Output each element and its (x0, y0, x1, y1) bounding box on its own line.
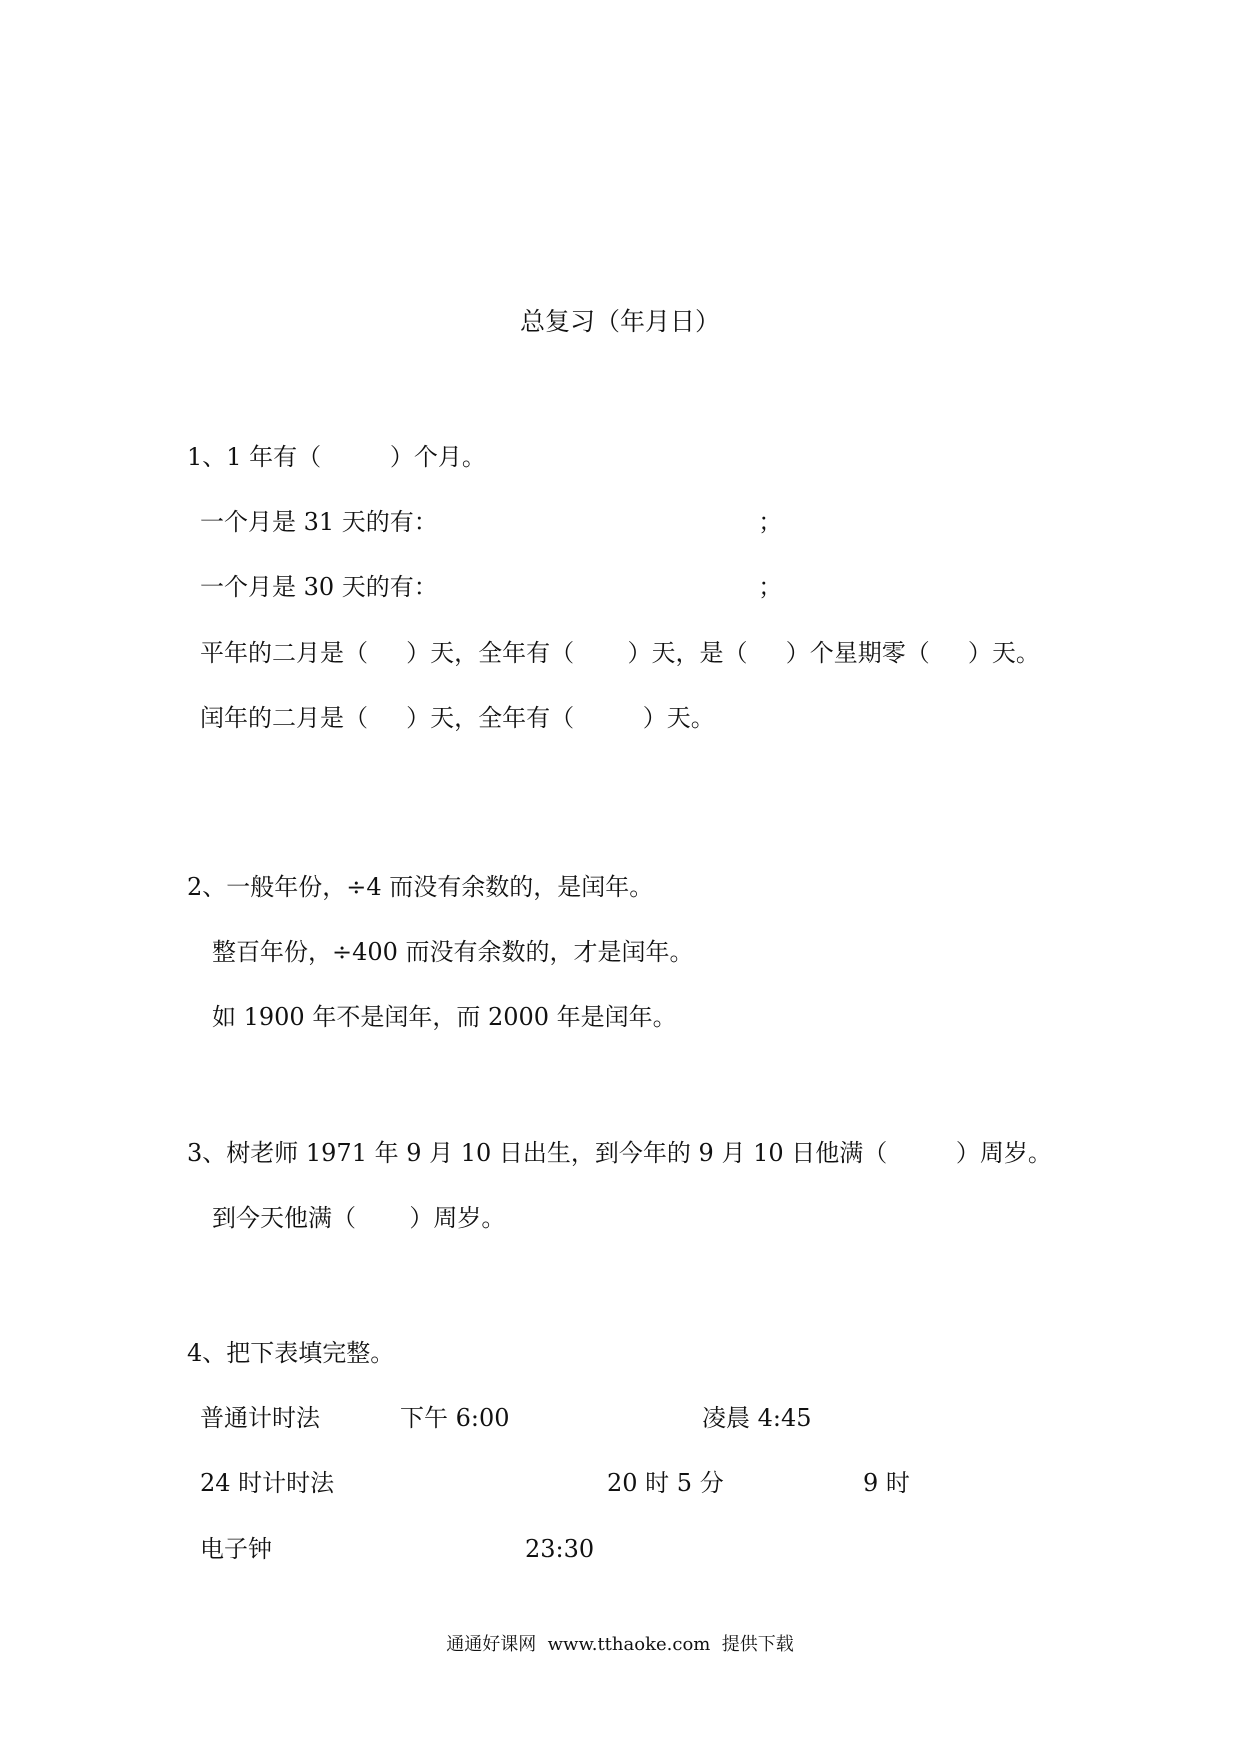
page-title: 总复习（年月日） (519, 307, 720, 336)
table-row-2-cell-2: 9 时 (863, 1469, 910, 1497)
q2-line-3: 如 1900 年不是闰年，而 2000 年是闰年。 (212, 1003, 677, 1031)
q1-line-5: 闰年的二月是（ ）天，全年有（ ）天。 (200, 704, 715, 732)
table-row-2-cell-1: 20 时 5 分 (607, 1469, 724, 1497)
footer-source: 通通好课网 www.tthaoke.com 提供下载 (446, 1634, 794, 1655)
q4-line-1: 4、把下表填完整。 (187, 1339, 395, 1367)
table-row-1-cell-2: 凌晨 4:45 (702, 1404, 812, 1432)
q2-line-1: 2、一般年份，÷4 而没有余数的，是闰年。 (187, 873, 654, 901)
table-row-1-label: 普通计时法 (200, 1404, 320, 1432)
q1-line-3: 一个月是 30 天的有： ； (200, 573, 783, 601)
q1-line-2: 一个月是 31 天的有： ； (200, 508, 783, 536)
q3-line-2: 到今天他满（ ）周岁。 (212, 1204, 506, 1232)
table-row-1-cell-1: 下午 6:00 (400, 1404, 510, 1432)
q1-line-4: 平年的二月是（ ）天，全年有（ ）天，是（ ）个星期零（ ）天。 (200, 639, 1040, 667)
table-row-3-cell-1: 23:30 (525, 1535, 595, 1563)
q1-line-1: 1、1 年有（ ）个月。 (187, 443, 486, 471)
table-row-3-label: 电子钟 (200, 1535, 272, 1563)
q2-line-2: 整百年份，÷400 而没有余数的，才是闰年。 (212, 938, 694, 966)
table-row-2-label: 24 时计时法 (200, 1469, 335, 1497)
q3-line-1: 3、树老师 1971 年 9 月 10 日出生，到今年的 9 月 10 日他满（ ）周岁。 (187, 1139, 1052, 1167)
